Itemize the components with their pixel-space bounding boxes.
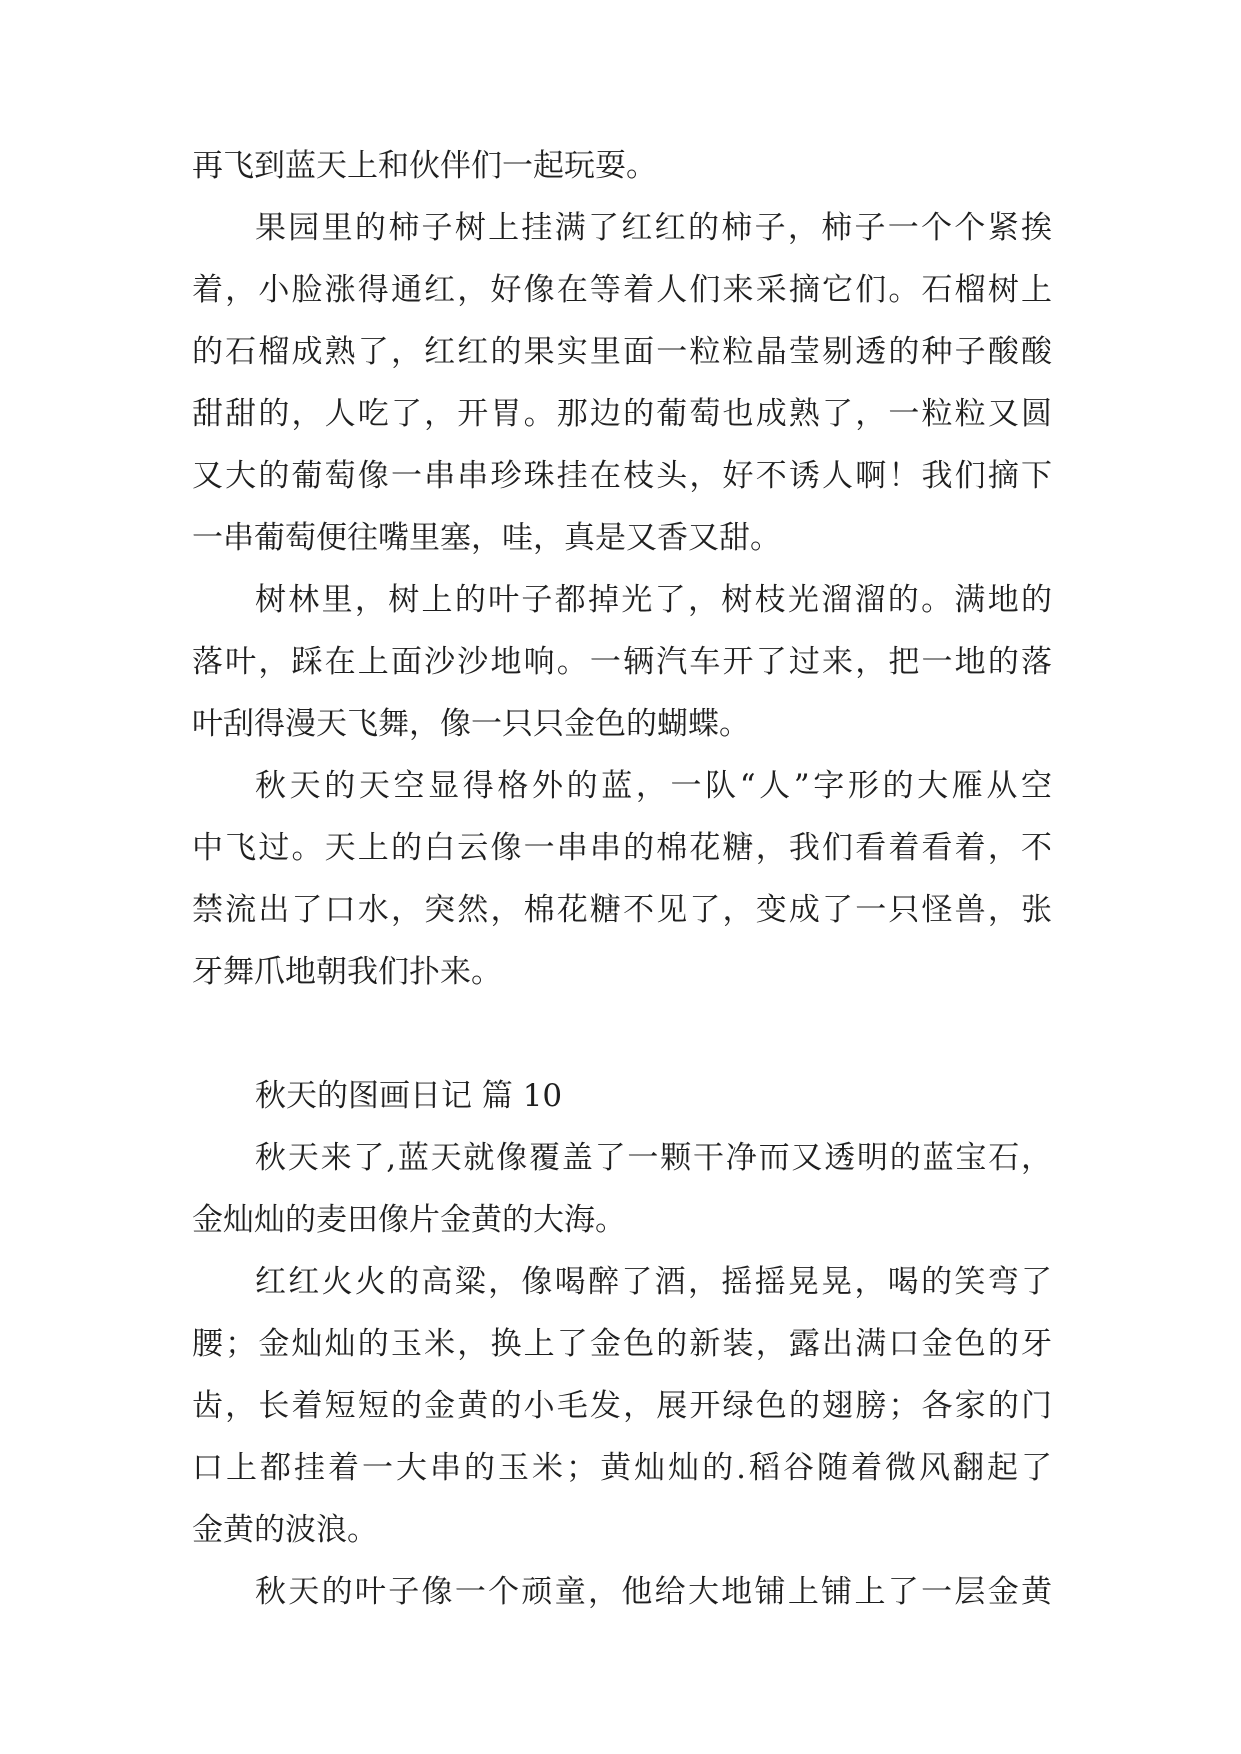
section-heading: 秋天的图画日记 篇 10 (255, 1078, 563, 1114)
text-line: 甜甜的，人吃了，开胃。那边的葡萄也成熟了，一粒粒又圆 (192, 396, 1052, 432)
text-line: 落叶，踩在上面沙沙地响。一辆汽车开了过来，把一地的落 (192, 644, 1052, 680)
text-line: 叶刮得漫天飞舞，像一只只金色的蝴蝶。 (192, 706, 750, 742)
text-line: 再飞到蓝天上和伙伴们一起玩耍。 (192, 148, 657, 184)
text-line: 果园里的柿子树上挂满了红红的柿子，柿子一个个紧挨 (255, 210, 1052, 246)
text-line: 秋天的天空显得格外的蓝，一队“人”字形的大雁从空 (255, 768, 1052, 804)
text-line: 着，小脸涨得通红，好像在等着人们来采摘它们。石榴树上 (192, 272, 1052, 308)
text-line: 金黄的波浪。 (192, 1512, 378, 1548)
text-line: 一串葡萄便往嘴里塞，哇，真是又香又甜。 (192, 520, 781, 556)
text-line: 秋天来了,蓝天就像覆盖了一颗干净而又透明的蓝宝石， (255, 1140, 1052, 1176)
text-line: 金灿灿的麦田像片金黄的大海。 (192, 1202, 626, 1238)
text-line: 树林里，树上的叶子都掉光了，树枝光溜溜的。满地的 (255, 582, 1052, 618)
text-line: 口上都挂着一大串的玉米；黄灿灿的.稻谷随着微风翻起了 (192, 1450, 1052, 1486)
text-line: 禁流出了口水，突然，棉花糖不见了，变成了一只怪兽，张 (192, 892, 1052, 928)
text-line: 腰；金灿灿的玉米，换上了金色的新装，露出满口金色的牙 (192, 1326, 1052, 1362)
text-line: 齿，长着短短的金黄的小毛发，展开绿色的翅膀；各家的门 (192, 1388, 1052, 1424)
text-line: 牙舞爪地朝我们扑来。 (192, 954, 502, 990)
text-line: 秋天的叶子像一个顽童，他给大地铺上铺上了一层金黄 (255, 1574, 1052, 1610)
text-line: 中飞过。天上的白云像一串串的棉花糖，我们看着看着，不 (192, 830, 1052, 866)
text-line: 又大的葡萄像一串串珍珠挂在枝头，好不诱人啊！我们摘下 (192, 458, 1052, 494)
text-line: 红红火火的高粱，像喝醉了酒，摇摇晃晃，喝的笑弯了 (255, 1264, 1052, 1300)
text-line: 的石榴成熟了，红红的果实里面一粒粒晶莹剔透的种子酸酸 (192, 334, 1052, 370)
